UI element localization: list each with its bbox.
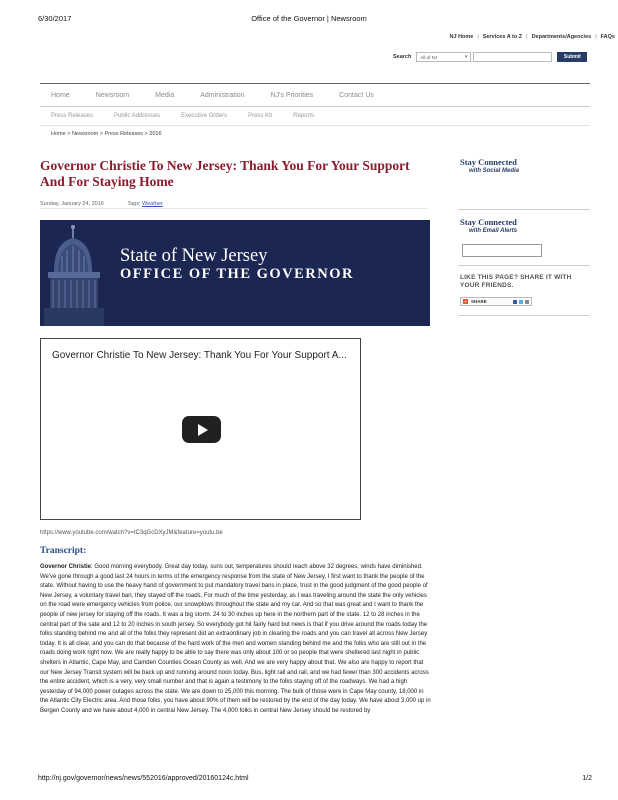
search-scope-select[interactable]	[416, 52, 471, 62]
article-date: Sunday, January 24, 2016	[40, 201, 104, 207]
divider	[458, 315, 590, 316]
divider: |	[595, 34, 597, 40]
nav-item-home[interactable]: Home	[51, 92, 70, 99]
search-bar	[393, 51, 587, 63]
play-icon	[198, 424, 208, 436]
transcript-text: : Good morning everybody. Great day today, suns out, temperatures should reach above 32 degrees, winds have diminished. We've gone through a good last 24 hours in terms of the emergency response from the state of New Jersey, I first want to thank the people of the state. Without having to use the heavy hand of government to put mandatory travel bans in place, trust in the good judgment of the good people of New Jersey, a voluntary travel ban, they stayed off the roads. For much of the time yesterday, as I was traveling around the state the only vehicles on the road were emergency vehicles from police, our snowplows throughout the state and my car. And so that was great and I want to thank the people of new jersey for staying off the roads. It was a big storm. 24 to 30 inches up here in the northern part of the state. 12 to 28 inches in the central part of the sate and 12 to 20 inches in south jersey. So everybody got hit fairly hard but news is that if you drive around the roads today the folks standing behind me and all of the folks they represent did an extraordinary job in clearing the roads and you can travel all across New Jersey today. It is all clear, and you can do that because of the hard work of the men and women standing behind me and the folks who are still out in the roads doing work right now. We are really happy to be able to say there was only about 100 or so people that were sheltered last night in public shelters in Atlantic, Cape May, and Camden Counties Ocean County as well. And we are very happy about that. We also are happy to report that our New Jersey Transit system will be back up and running around noon today. Bus, light rail and rail, and we had fewer than 300 accidents across the entire accident, which is a very, very small number and that is again a testimony to the folks staying off of the roadways. We had a high yesterday of 94,000 power outages across the state. We are down to 25,000 this morning. The bulk of those were in Cape May county, 18,000 in the Atlantic City Electric area. And those folks, you have about 90% of them will be restored by the end of the day today. We have about 3,000 up in Bergen County and we have about 4,000 in central New Jersey. The 4,000 folks in central New Jersey should be restored by	[40, 564, 431, 714]
governor-banner	[40, 220, 430, 326]
twitter-icon	[519, 300, 523, 304]
nav-item-priorities[interactable]: NJ's Priorities	[270, 92, 314, 99]
share-label: SHARE	[471, 299, 487, 304]
transcript-heading: Transcript:	[40, 546, 87, 556]
tag-link-weather[interactable]: Weather	[142, 201, 163, 207]
top-link-services[interactable]: Services A to Z	[482, 34, 523, 40]
nav-item-newsroom[interactable]: Newsroom	[95, 92, 130, 99]
sub-nav	[51, 113, 335, 119]
search-label: Search	[393, 54, 412, 60]
search-input[interactable]	[473, 52, 552, 62]
divider	[40, 208, 428, 209]
print-date: 6/30/2017	[38, 14, 72, 23]
nav-item-administration[interactable]: Administration	[200, 92, 245, 99]
print-header	[0, 14, 618, 26]
divider	[458, 265, 590, 266]
page-title: Governor Christie To New Jersey: Thank You For Your Support And For Staying Home	[40, 158, 410, 189]
video-url[interactable]: https://www.youtube.com/watch?v=tC3qGcDXyJM&feature=youtu.be	[40, 530, 223, 536]
subnav-item-public-addresses[interactable]: Public Addresses	[114, 113, 161, 119]
top-links	[450, 34, 615, 40]
subnav-item-executive-orders[interactable]: Executive Orders	[181, 113, 228, 119]
nav-item-contact[interactable]: Contact Us	[339, 92, 374, 99]
nav-item-media[interactable]: Media	[155, 92, 175, 99]
search-scope-value: All of NJ	[420, 54, 438, 60]
subnav-item-press-kit[interactable]: Press Kit	[248, 113, 273, 119]
facebook-icon	[513, 300, 517, 304]
stay-connected-email	[460, 217, 517, 234]
subnav-item-reports[interactable]: Reports	[293, 113, 315, 119]
print-url: http://nj.gov/governor/news/news/552016/approved/20160124c.html	[38, 775, 249, 782]
top-link-nj-home[interactable]: NJ Home	[449, 34, 474, 40]
top-link-faqs[interactable]: FAQs	[600, 34, 615, 40]
divider	[40, 83, 590, 84]
top-link-departments[interactable]: Departments/Agencies	[531, 34, 592, 40]
capitol-dome-icon	[40, 220, 110, 326]
stay-connected-social	[460, 157, 519, 174]
divider	[40, 125, 590, 126]
divider: |	[477, 34, 479, 40]
email-subtitle: with Email Alerts	[469, 228, 518, 234]
main-nav	[51, 92, 400, 99]
page-number: 1/2	[582, 775, 592, 782]
banner-state-title: State of New Jersey	[120, 246, 268, 266]
divider: |	[526, 34, 528, 40]
divider	[458, 209, 590, 210]
email-title: Stay Connected	[460, 217, 517, 227]
print-footer	[0, 775, 618, 787]
print-title: Office of the Governor | Newsroom	[251, 14, 367, 23]
tags-label: Tags:	[127, 201, 141, 207]
share-prompt: LIKE THIS PAGE? SHARE IT WITH YOUR FRIENDS.	[460, 274, 572, 289]
transcript-body	[40, 563, 432, 717]
video-title[interactable]: Governor Christie To New Jersey: Thank You For Your Support A...	[52, 350, 347, 361]
share-button[interactable]	[460, 297, 532, 306]
chevron-down-icon: ▾	[464, 54, 468, 60]
submit-button[interactable]: Submit	[557, 52, 587, 62]
plus-icon: +	[464, 299, 467, 304]
social-subtitle: with Social Media	[469, 168, 520, 174]
social-title: Stay Connected	[460, 157, 517, 167]
video-player[interactable]	[40, 338, 361, 520]
breadcrumb[interactable]: Home > Newsroom > Press Releases > 2016	[51, 131, 162, 137]
email-icon	[525, 300, 529, 304]
article-meta	[40, 201, 163, 207]
email-alert-input[interactable]	[462, 244, 542, 257]
banner-office-title: OFFICE OF THE GOVERNOR	[120, 266, 355, 282]
speaker-name: Governor Christie	[40, 564, 92, 570]
play-button[interactable]	[182, 416, 221, 443]
subnav-item-press-releases[interactable]: Press Releases	[51, 113, 94, 119]
divider	[40, 106, 590, 107]
